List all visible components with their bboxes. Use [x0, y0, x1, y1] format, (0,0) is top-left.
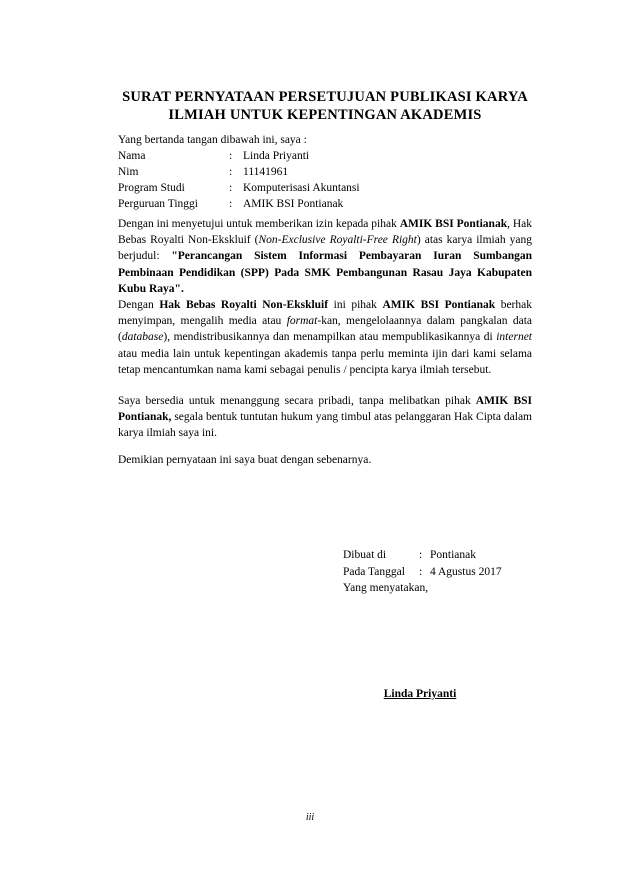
identity-separator: : [229, 166, 233, 178]
signer-name: Linda Priyanti [383, 688, 457, 700]
date-label: Pada Tanggal [343, 566, 405, 578]
identity-separator: : [229, 198, 233, 210]
identity-label: Nim [118, 166, 139, 178]
identity-separator: : [229, 150, 233, 162]
place-value: Pontianak [430, 549, 476, 561]
document-title-line2: ILMIAH UNTUK KEPENTINGAN AKADEMIS [168, 107, 482, 123]
date-value: 4 Agustus 2017 [430, 566, 502, 578]
place-label: Dibuat di [343, 549, 387, 561]
identity-label: Perguruan Tinggi [118, 198, 198, 210]
place-separator: : [419, 549, 423, 561]
liability-paragraph: Saya bersedia untuk menanggung secara pribadi, tanpa melibatkan pihak AMIK BSI Pontianak, segala bentuk tuntutan hukum yang timbul atas pelanggaran Hak Cipta dalam karya ilmiah saya ini. [118, 395, 533, 440]
page-number: iii [305, 812, 315, 823]
document-title-line1: SURAT PERNYATAAN PERSETUJUAN PUBLIKASI KARYA [122, 89, 528, 105]
intro-text: Yang bertanda tangan dibawah ini, saya : [118, 134, 307, 146]
identity-value: Komputerisasi Akuntansi [243, 182, 360, 194]
rights-paragraph: Dengan Hak Bebas Royalti Non-Ekskluif ini pihak AMIK BSI Pontianak berhak menyimpan, mengalih media atau format-kan, mengelolaannya dalam pangkalan data (database), mendistribusikannya dan menampilkan atau mempublikasikannya di internet atau media lain untuk kepentingan akademis tanpa perlu meminta ijin dari kami selama tetap mencantumkan nama kami sebagai penulis / pencipta karya ilmiah tersebut. [118, 299, 532, 376]
consent-paragraph: Dengan ini menyetujui untuk memberikan izin kepada pihak AMIK BSI Pontianak, Hak Bebas Royalti Non-Ekskluif (Non-Exclusive Royalti-Free Right) atas karya ilmiah yang berjudul: "Perancangan Sistem Informasi Pembayaran Iuran Sumbangan Pembinaan Pendidikan (SPP) Pada SMK Pembangunan Rasau Jaya Kabupaten Kubu Raya". [118, 218, 533, 295]
identity-label: Nama [118, 150, 146, 162]
identity-value: 11141961 [243, 166, 289, 178]
identity-value: Linda Priyanti [243, 150, 310, 162]
identity-separator: : [229, 182, 233, 194]
closing-paragraph: Demikian pernyataan ini saya buat dengan sebenarnya. [118, 454, 372, 466]
date-separator: : [419, 566, 423, 578]
identity-value: AMIK BSI Pontianak [243, 198, 344, 210]
identity-label: Program Studi [118, 182, 185, 194]
